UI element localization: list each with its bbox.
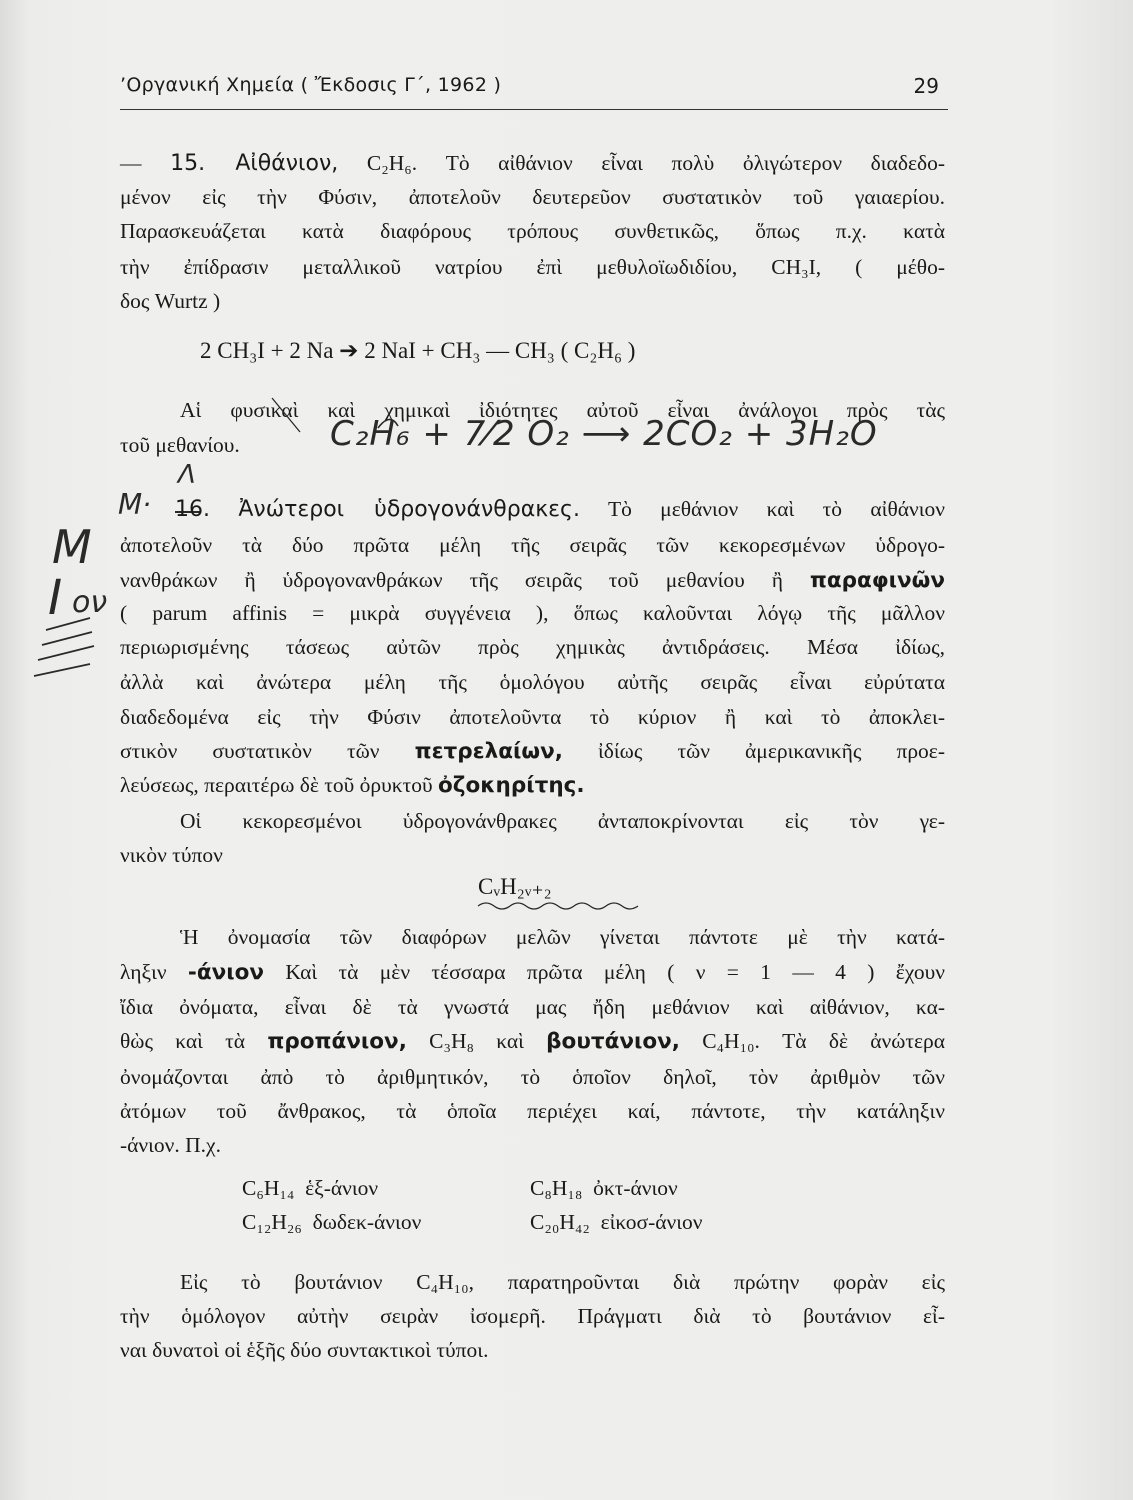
sec16-line-9 [120, 768, 945, 802]
isomer-line-2: τὴν ὁμόλογον αὐτὴν σειρὰν ἰσομερῆ. Πράγματι διὰ τὸ βουτάνιον εἶ- [120, 1304, 945, 1328]
sec15-text-1: Τὸ αἰθάνιον εἶναι πολὺ ὀλιγώτερον διαδεδο- [445, 151, 946, 175]
saturated-line-2: νικὸν τύπον [120, 843, 223, 867]
sec15-line-4: τὴν ἐπίδρασιν μεταλλικοῦ νατρίου ἐπὶ μεθυλοϊωδιδίου, CH₃I, ( μέθο- [120, 255, 945, 279]
sec15-props-line-1: Αἱ φυσικαὶ καὶ χημικαὶ ἰδιότητες αὐτοῦ εἶναι ἀνάλογοι πρὸς τὰς [180, 398, 945, 422]
naming-line-2 [120, 955, 945, 989]
example-name: εἰκοσ-άνιον [600, 1210, 703, 1234]
sec16-line-4: ( parum affinis = μικρὰ συγγένεια ), ὅπως καλοῦνται λόγῳ τῆς μᾶλλον [120, 601, 945, 625]
sec16-heading: Ἀνώτεροι ὑδρογονάνθρακες. [238, 497, 580, 522]
example-name: ἑξ-άνιον [305, 1176, 379, 1200]
example-hexane [242, 1176, 378, 1201]
naming-line-3: ἴδια ὀνόματα, εἶναι δὲ τὰ γνωστά μας ἤδη μεθάνιον καὶ αἰθάνιον, κα- [120, 995, 945, 1019]
term-ozokerite: ὀζοκηρίτης. [438, 773, 585, 798]
example-formula: C₂₀H₄₂ [530, 1210, 590, 1234]
naming-text-4a: θὼς καὶ τὰ [120, 1029, 246, 1053]
wurtz-equation: 2 CH₃I + 2 Na ➔ 2 NaI + CH₃ — CH₃ ( C₂H₆ ) [200, 338, 636, 363]
sec16-line-7: διαδεδομένα εἰς τὴν Φύσιν ἀποτελοῦντα τὸ κύριον ἢ καὶ τὸ ἀποκλει- [120, 705, 945, 729]
saturated-line-1: Οἱ κεκορεσμένοι ὑδρογονάνθρακες ἀνταποκρίνονται εἰς τὸν γε- [180, 809, 945, 833]
example-formula: C₈H₁₈ [530, 1176, 583, 1200]
sec16-line-1 [175, 492, 945, 526]
sec16-line-6: ἀλλὰ καὶ ἀνώτερα μέλη τῆς ὁμολόγου αὐτῆς σειρᾶς εἶναι εὐρύτατα [120, 670, 945, 694]
sec16-text-9: ἰδίως τῶν ἀμερικανικῆς προε- [597, 739, 945, 763]
example-formula: C₁₂H₂₆ [242, 1210, 302, 1234]
term-propane: προπάνιον, [267, 1029, 407, 1054]
handwritten-margin-one: I [48, 570, 63, 626]
handwritten-caret: Λ [178, 460, 196, 490]
example-dodecane [242, 1210, 421, 1235]
sec15-line-3: Παρασκευάζεται κατὰ διαφόρους τρόπους συνθετικῶς, ὅπως π.χ. κατὰ [120, 219, 945, 243]
sec15-line-5: δος Wurtz ) [120, 289, 221, 313]
sec15-heading: 15. Αἰθάνιον, [170, 151, 339, 176]
general-formula: CᵥH₂ᵥ₊₂ [478, 874, 552, 899]
term-petroleum: πετρελαίων, [414, 739, 563, 764]
sec15-formula: C₂H₆. [366, 151, 418, 175]
naming-line-6: ἀτόμων τοῦ ἄνθρακος, τὰ ὁποῖα περιέχει καί, πάντοτε, τὴν κατάληξιν [120, 1099, 945, 1123]
naming-line-5: ὀνομάζονται ἀπὸ τὸ ἀριθμητικόν, τὸ ὁποῖον δηλοῖ, τὸν ἀριθμὸν τῶν [120, 1065, 945, 1089]
sec16-text-3: νανθράκων ἢ ὑδρογονανθράκων τῆς σειρᾶς τοῦ μεθανίου ἢ [120, 568, 783, 592]
handwritten-margin-mark: Μ· [118, 488, 152, 521]
naming-text-4c: C₄H₁₀. Τὰ δὲ ἀνώτερα [702, 1029, 946, 1053]
example-name: ὀκτ-άνιον [593, 1176, 678, 1200]
term-butane: βουτάνιον, [546, 1029, 680, 1054]
page-number: 29 [913, 74, 939, 98]
example-name: δωδεκ-άνιον [312, 1210, 422, 1234]
naming-line-4 [120, 1024, 945, 1058]
example-octane [530, 1176, 678, 1201]
naming-line-1: Ἡ ὀνομασία τῶν διαφόρων μελῶν γίνεται πάντοτε μὲ τὴν κατά- [180, 925, 945, 949]
sec16-line-5: περιωρισμένης τάσεως αὐτῶν πρὸς χημικὰς ἀντιδράσεις. Μέσα ἰδίως, [120, 635, 945, 659]
isomer-line-3: ναι δυνατοὶ οἱ ἑξῆς δύο συντακτικοὶ τύποι. [120, 1338, 489, 1362]
example-formula: C₆H₁₄ [242, 1176, 295, 1200]
term-paraffins: παραφινῶν [809, 568, 945, 593]
example-eicosane [530, 1210, 703, 1235]
naming-text-2a: ληξιν [120, 960, 167, 984]
sec16-line-8 [120, 734, 945, 768]
isomer-line-1: Εἰς τὸ βουτάνιον C₄H₁₀, παρατηροῦνται διὰ πρώτην φορὰν εἰς [180, 1270, 945, 1294]
sec15-line-2: μένον εἰς τὴν Φύσιν, ἀποτελοῦν δευτερεῦον συστατικὸν τοῦ γαιαερίου. [120, 185, 945, 209]
naming-text-4b: C₃H₈ καὶ [429, 1029, 524, 1053]
handwritten-margin-big-m: Μ [52, 520, 92, 574]
sec16-text-8: στικὸν συστατικὸν τῶν [120, 739, 380, 763]
sec16-number: 16. [175, 497, 210, 522]
sec16-text-1: Τὸ μεθάνιον καὶ τὸ αἰθάνιον [607, 497, 945, 521]
naming-text-2b: Καὶ τὰ μὲν τέσσαρα πρῶτα μέλη ( ν = 1 — 4 ) ἔχουν [285, 960, 945, 984]
term-suffix: -άνιον [187, 960, 265, 985]
sec15-props-line-2: τοῦ μεθανίου. [120, 433, 240, 457]
handwritten-margin-ov: ον [72, 585, 108, 620]
sec15-dash: — [120, 151, 171, 175]
sec16-line-2: ἀποτελοῦν τὰ δύο πρῶτα μέλη τῆς σειρᾶς τῶν κεκορεσμένων ὑδρογο- [120, 533, 945, 557]
naming-line-7: -άνιον. Π.χ. [120, 1133, 221, 1157]
sec16-text-10: λεύσεως, περαιτέρω δὲ τοῦ ὀρυκτοῦ [120, 773, 433, 797]
header-title: ’Οργανική Χημεία ( Ἔκδοσις Γ΄, 1962 ) [120, 74, 502, 96]
sec16-line-3 [120, 563, 945, 597]
handwritten-combustion-equation: C₂H₆ + 7⁄2 O₂ ⟶ 2CO₂ + 3H₂O [330, 414, 878, 454]
